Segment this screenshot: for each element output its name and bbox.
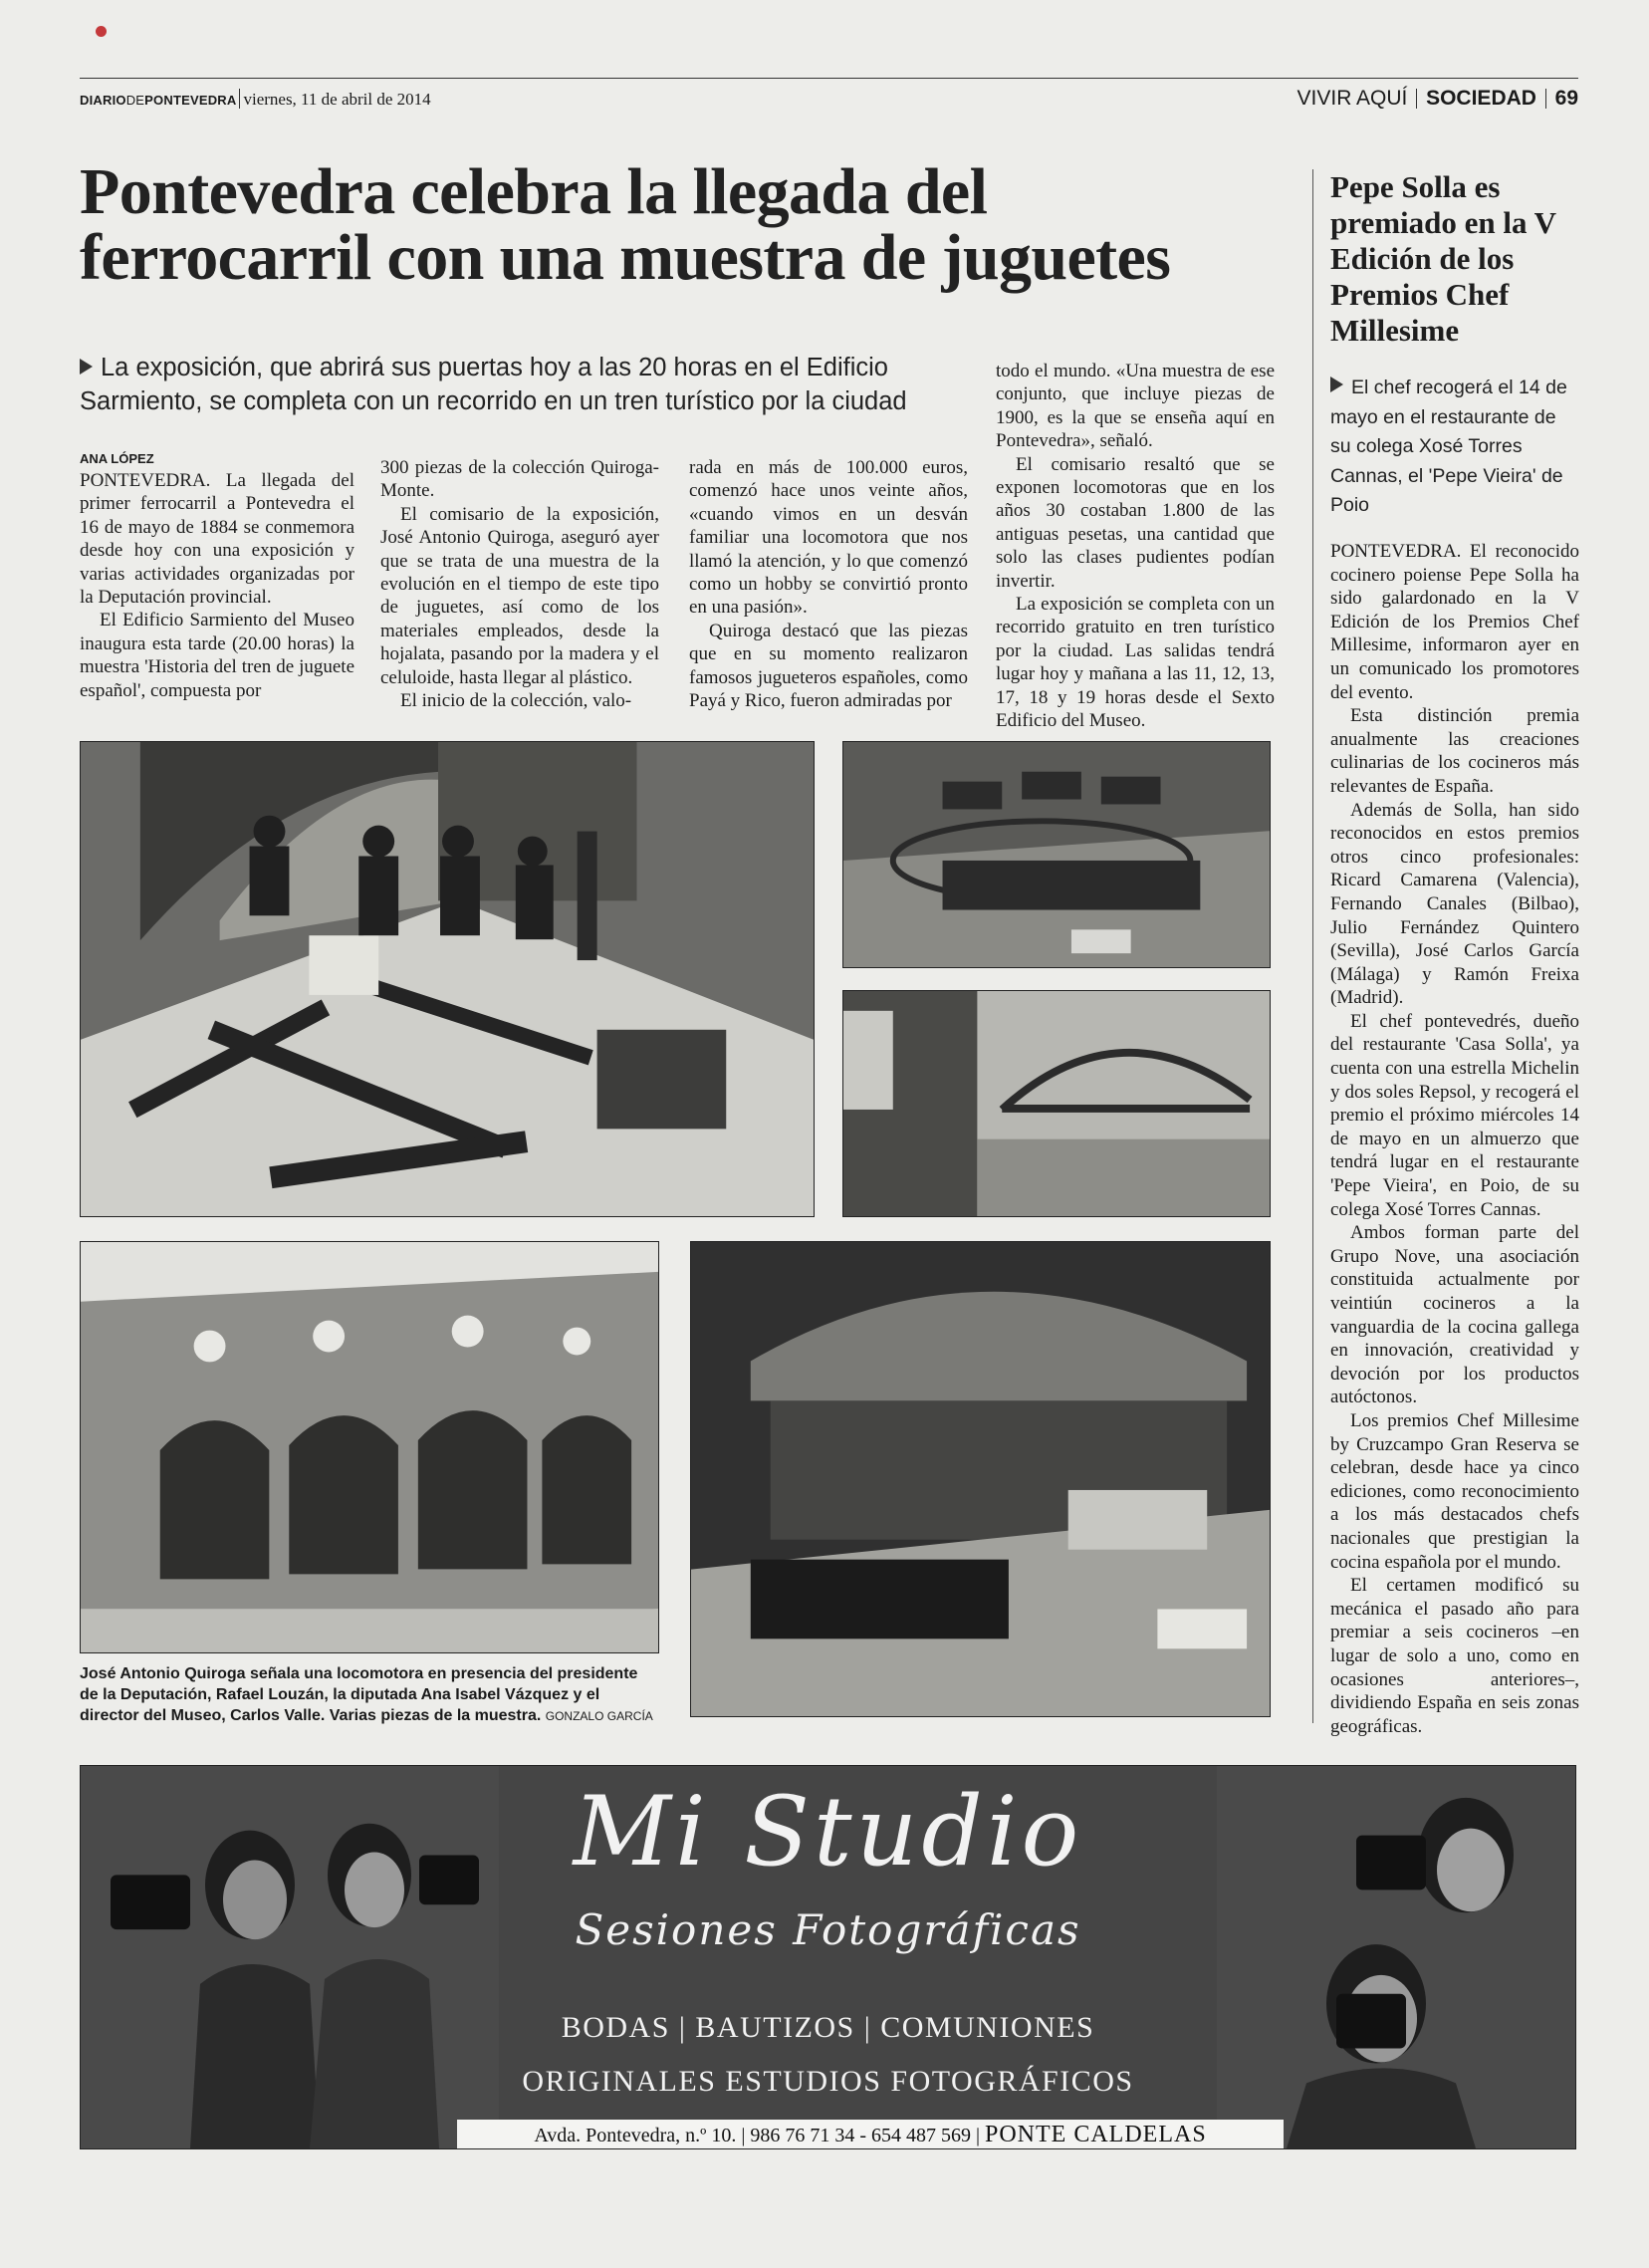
ad-brand-title: Mi Studio — [573, 1776, 1083, 1888]
triangle-bullet-icon — [80, 359, 93, 375]
paragraph: La exposición se completa con un recorrido gratuito en tren turístico por la ciudad. Las salidas tendrá lugar hoy y mañana a las 11, 12, 13, 17, 18 y 19 horas desde el Sexto Edificio del Museo. — [996, 594, 1275, 732]
ad-tagline: Sesiones Fotográficas — [575, 1905, 1081, 1954]
photo-toy-roundhouse — [80, 1241, 659, 1653]
newspaper-brand: DIARIODEPONTEVEDRA — [80, 93, 237, 108]
header-right — [1297, 87, 1578, 111]
main-headline: Pontevedra celebra la llegada del ferrocarril con una muestra de juguetes — [80, 155, 1171, 294]
paragraph: El certamen modificó su mecánica el pasado año para premiar a seis cocineros –en lugar de solo a uno, como en ocasiones anteriores–, dividiendo España en seis zonas geográficas. — [1330, 1575, 1579, 1737]
column-divider — [1312, 169, 1313, 1723]
article-column-4 — [996, 360, 1275, 733]
paragraph: El inicio de la colección, valo- — [400, 690, 632, 712]
photo-toy-station — [690, 1241, 1271, 1717]
ad-slogan: ORIGINALES ESTUDIOS FOTOGRÁFICOS — [522, 2065, 1134, 2098]
advertisement-mi-studio — [80, 1765, 1576, 2149]
ad-town: PONTE CALDELAS — [985, 2122, 1207, 2147]
paragraph: PONTEVEDRA. El reconocido cocinero poiense Pepe Solla ha sido galardonado en la V Edición de los Premios Chef Millesime, informaron ayer en un comunicado los promotores del evento. — [1330, 541, 1579, 703]
byline: ANA LÓPEZ — [80, 451, 154, 466]
article-column-2 — [380, 456, 659, 712]
paragraph: Los premios Chef Millesime by Cruzcampo Gran Reserva se celebran, desde hace ya cinco ediciones, como reconocimiento a los más destacados chefs nacionales que prestigian la cocina española por el mundo. — [1330, 1409, 1579, 1573]
paragraph: 300 piezas de la colección Quiroga-Monte. — [380, 457, 659, 502]
photo-credit: GONZALO GARCÍA — [545, 1709, 653, 1723]
triangle-bullet-icon — [1330, 377, 1343, 392]
paragraph: Ambos forman parte del Grupo Nove, una asociación constituida actualmente por veintiún cocineros a la vanguardia de la cocina gallega en innovación, creatividad y devoción por los productos autóctonos. — [1330, 1222, 1579, 1408]
section-vivir: VIVIR AQUÍ — [1296, 87, 1408, 110]
photo-exhibition-hall — [80, 741, 815, 1217]
paragraph: El Edificio Sarmiento del Museo inaugura esta tarde (20.00 horas) la muestra 'Historia del tren de juguete español', compuesta por — [80, 610, 354, 701]
paragraph: Esta distinción premia anualmente las creaciones culinarias de los cocineros más relevantes de España. — [1330, 705, 1579, 797]
page-number: 69 — [1554, 87, 1578, 110]
paragraph: PONTEVEDRA. La llegada del primer ferrocarril a Pontevedra el 16 de mayo de 1884 se conmemora desde hoy con una exposición y varias actividades organizadas por la Deputación provincial. — [80, 470, 354, 609]
paragraph: El comisario resaltó que se exponen locomotoras que en los años 30 costaban 1.800 de las antiguas pesetas, una cantidad que solo las clases pudientes podían invertir. — [996, 453, 1275, 592]
paragraph: Quiroga destacó que las piezas que en su momento realizaron famosos jugueteros españoles, como Payá y Rico, fueron admiradas por — [689, 620, 968, 712]
section-name: SOCIEDAD — [1426, 87, 1536, 110]
photo-caption: José Antonio Quiroga señala una locomotora en presencia del presidente de la Deputación, Rafael Louzán, la diputada Ana Isabel Vázquez y el director del Museo, Carlos Valle. Varias piezas de la muestra. GONZALO GARCÍA — [80, 1665, 653, 1724]
photo-bridge-print — [842, 990, 1271, 1217]
article-column-1 — [80, 439, 354, 702]
issue-date: viernes, 11 de abril de 2014 — [243, 90, 431, 109]
paragraph: El comisario de la exposición, José Antonio Quiroga, aseguró ayer que se trata de una muestra de la evolución en el tiempo de este tipo de juguetes, así como de los materiales empleados, desde la hojalata, pasando por la madera y el celuloide, hasta llegar al plástico. — [380, 503, 659, 688]
photo-toy-locomotive — [842, 741, 1271, 968]
paragraph: todo el mundo. «Una muestra de ese conjunto, que incluye piezas de 1900, es la que se enseña aquí en Pontevedra», señaló. — [996, 361, 1275, 452]
side-article-body — [1330, 540, 1579, 1738]
article-column-3 — [689, 456, 968, 712]
header-left — [80, 89, 431, 110]
main-subhead: La exposición, que abrirá sus puertas hoy a las 20 horas en el Edificio Sarmiento, se completa con un recorrido en un tren turístico por la ciudad — [80, 354, 907, 415]
page-header — [80, 78, 1578, 126]
ad-contact-bar — [457, 2120, 1284, 2149]
red-dot-mark — [96, 26, 107, 37]
side-headline: Pepe Solla es premiado en la V Edición de los Premios Chef Millesime — [1330, 169, 1556, 348]
paragraph: rada en más de 100.000 euros, comenzó hace unos veinte años, «cuando vimos en un desván familiar una locomotora que nos llamó la atención, y lo que comenzó como un hobby se convirtió pronto en una pasión». — [689, 457, 968, 619]
ad-services: BODAS | BAUTIZOS | COMUNIONES — [561, 2011, 1095, 2044]
side-subhead: El chef recogerá el 14 de mayo en el restaurante de su colega Xosé Torres Cannas, el 'Pepe Vieira' de Poio — [1330, 377, 1567, 516]
paragraph: Además de Solla, han sido reconocidos en estos premios otros cinco profesionales: Ricard Camarena (Valencia), Fernando Canales (Bilbao), Julio Fernández Quintero (Sevilla), José Carlos García (Málaga) y Ramón Freixa (Madrid). — [1330, 799, 1579, 1009]
ad-address: Avda. Pontevedra, n.º 10. | 986 76 71 34 - 654 487 569 | — [534, 2125, 980, 2146]
paragraph: El chef pontevedrés, dueño del restaurante 'Casa Solla', ya cuenta con una estrella Michelin y dos soles Repsol, y recogerá el premio el próximo miércoles 14 de mayo en un almuerzo que tendrá lugar en el restaurante 'Pepe Vieira', en Poio, de su colega Xosé Torres Cannas. — [1330, 1010, 1579, 1220]
